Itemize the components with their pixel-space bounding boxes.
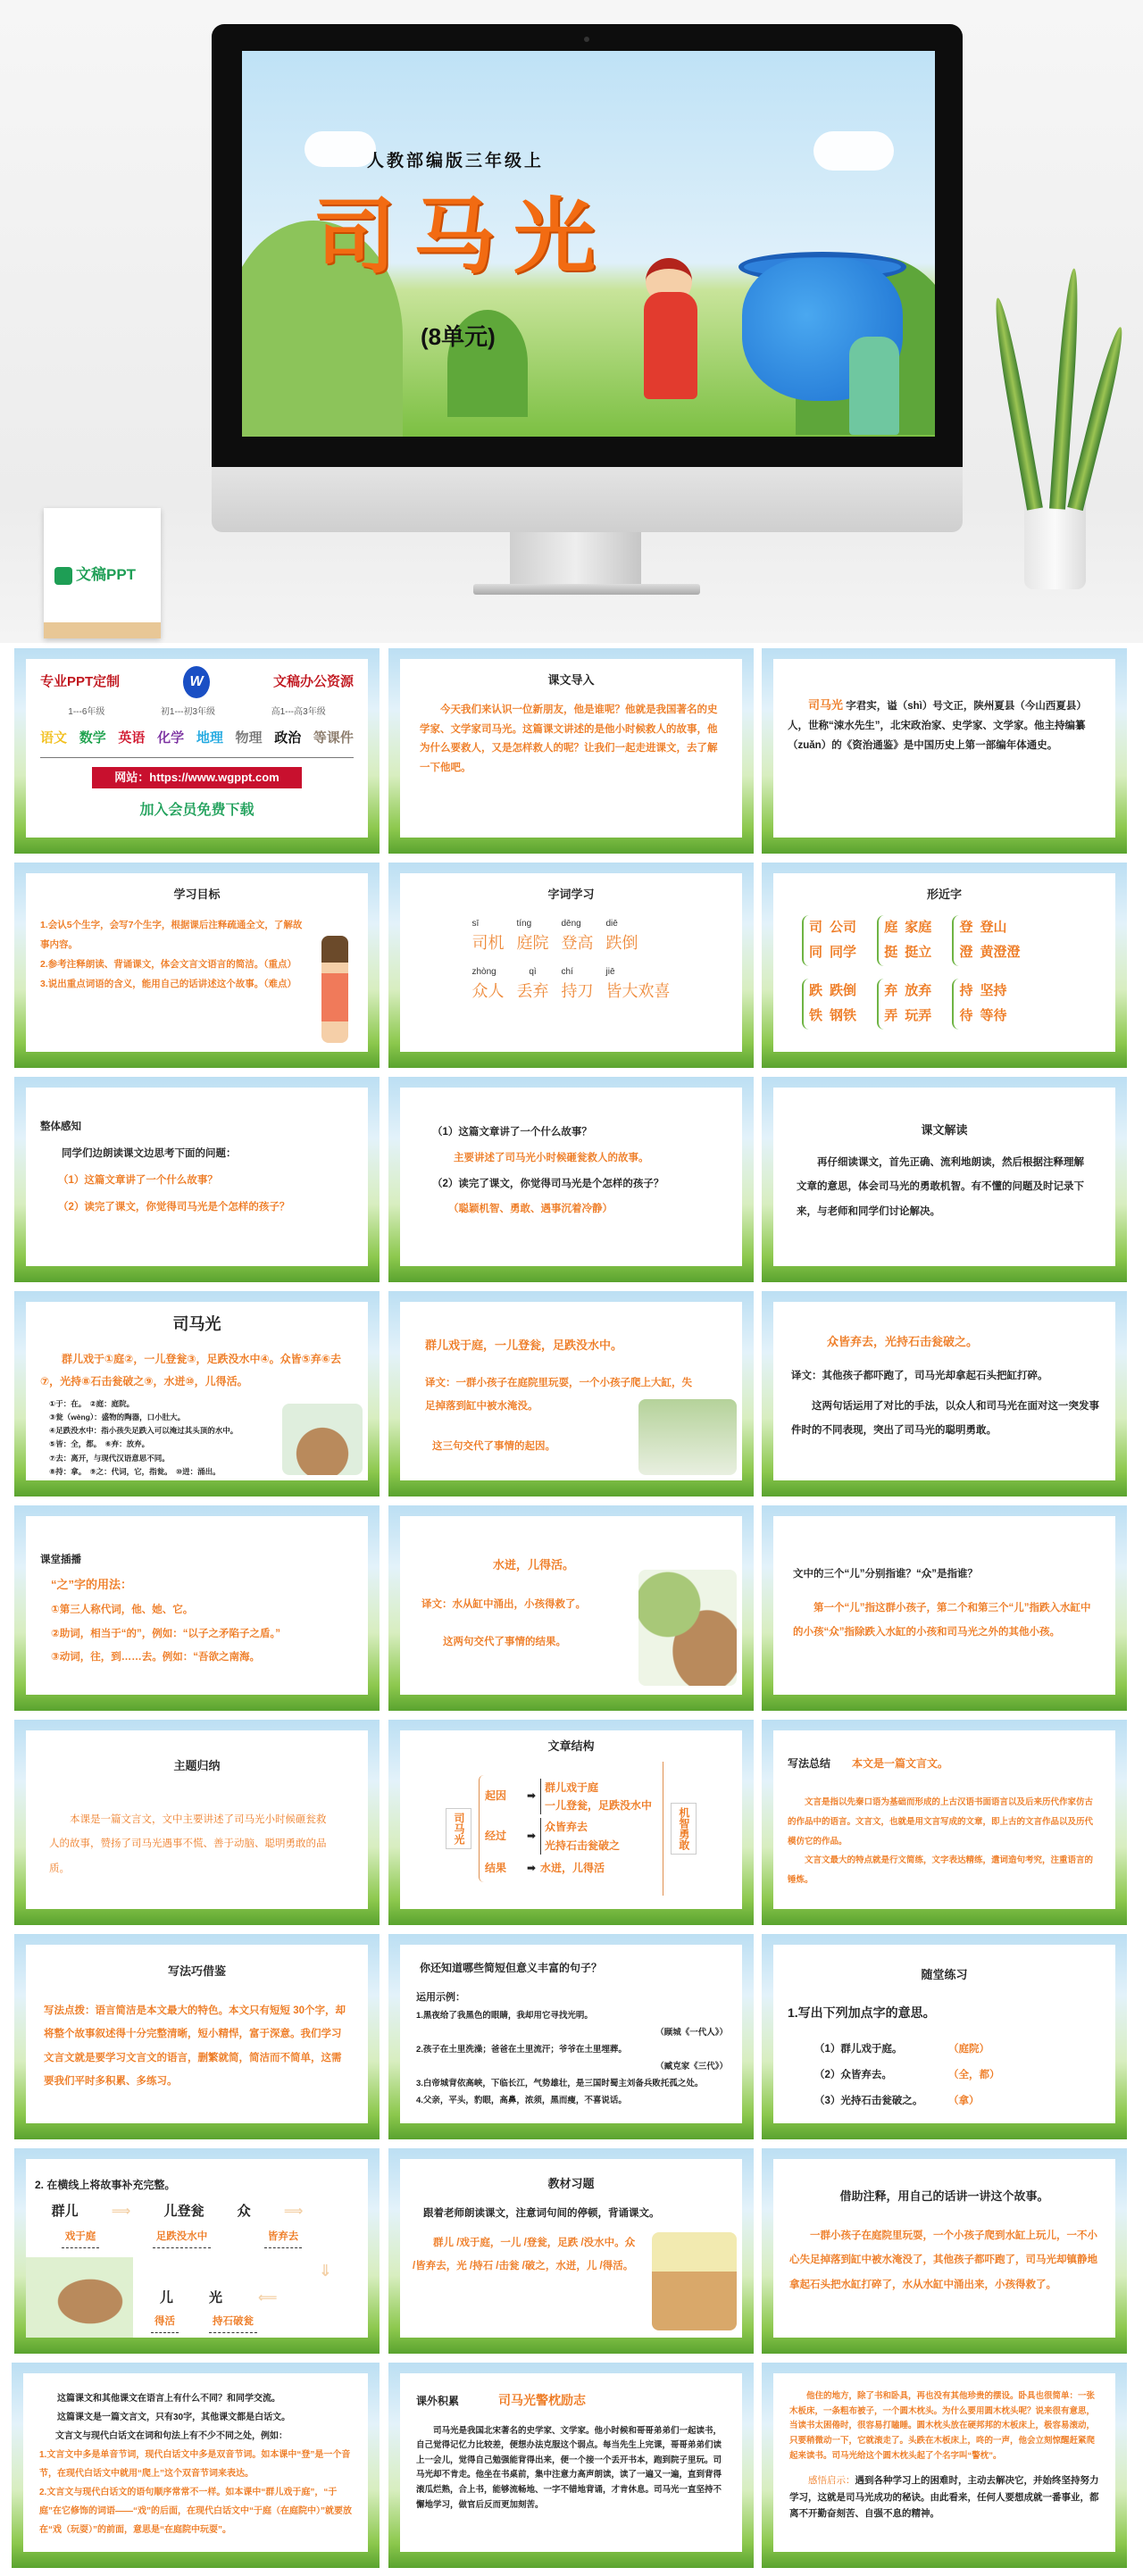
arrow-icon: ➡ — [526, 1862, 537, 1875]
cover-unit: (8单元) — [421, 323, 496, 350]
pinyin: jiē — [605, 966, 615, 977]
goal-item: 3.说出重点词语的含义，能用自己的话讲述这个故事。（难点） — [40, 978, 297, 989]
slide-title: 课文导入 — [547, 673, 595, 687]
slide-author[interactable] — [762, 648, 1127, 854]
slide-title: 借助注释，用自己的话讲一讲这个故事。 — [839, 2189, 1049, 2203]
wengao-logo: 文稿PPT — [54, 562, 136, 585]
word: 丢弃 — [516, 981, 549, 1000]
blank-answer[interactable]: 持石破瓮 — [209, 2313, 257, 2333]
question: （1）这篇文章讲了一个什么故事？ — [432, 1127, 592, 1138]
arrow-icon: ⟹ — [111, 2203, 131, 2219]
blank-answer[interactable]: 得活 — [151, 2313, 179, 2333]
monitor-chin — [212, 467, 963, 532]
exercise-answer: （庭院） — [948, 2044, 989, 2055]
vat-illustration — [282, 1404, 363, 1475]
slide-body: 字君实，谥（shì）号文正，陕州夏县（今山西夏县）人，世称“涑水先生”，北宋政治家、史学家、文学家。他主持编纂（zuǎn）的《资治通鉴》是中国历史上第一部编年体通史。 — [788, 701, 1087, 751]
slide-questions[interactable] — [388, 1077, 754, 1282]
cover-title: 司马光 — [313, 192, 614, 283]
pinyin: chí — [561, 966, 573, 977]
slide-title: 你还知道哪些简短但意义丰富的句子？ — [420, 1962, 603, 1974]
slide-zhi-usage[interactable] — [14, 1505, 380, 1711]
word: 持刀 — [561, 981, 594, 1000]
slide-title: 形近字 — [926, 888, 962, 901]
slide-title: 2. 在横线上将故事补充完整。 — [35, 2179, 176, 2191]
char-group: 持 坚持 待 等待 — [952, 979, 1014, 1030]
slide-er-question[interactable] — [762, 1505, 1127, 1711]
exercise-question: 1.写出下列加点字的意思。 — [788, 2005, 936, 2020]
slide-goals[interactable] — [14, 863, 380, 1068]
annotation: ④足跌没水中：指小孩失足跌入可以淹过其头顶的水中。 — [49, 1426, 238, 1436]
classical-line: 众皆弃去，光持石击瓮破之。 — [827, 1335, 979, 1348]
ad-left: 专业PPT定制 — [40, 673, 121, 689]
usage-item: ①第三人称代词，他、她、它。 — [51, 1605, 194, 1616]
char-group: 登 登山 澄 黄澄澄 — [952, 915, 1027, 966]
example: 4.父亲，平头，豹眼，高鼻，浓须，黑而瘦，不喜说话。 — [416, 2096, 627, 2105]
cloud-icon — [305, 131, 376, 167]
subject: 等课件 — [313, 730, 354, 746]
classical-line: 水迸，儿得活。 — [493, 1558, 575, 1571]
note: 这三句交代了事情的起因。 — [432, 1440, 555, 1452]
grade-label: 1---6年级 — [68, 707, 105, 717]
word: 登高 — [561, 933, 594, 952]
monitor-base — [473, 584, 700, 595]
stage-item: 群儿戏于庭 — [545, 1780, 599, 1794]
slide-title: 课文解读 — [921, 1123, 968, 1137]
classical-line: 群儿戏于庭，一儿登瓮，足跌没水中。 — [425, 1338, 623, 1352]
slide-title: 整体感知 — [40, 1121, 81, 1132]
blank-answer[interactable]: 足跌没水中 — [153, 2228, 212, 2248]
slide-textbook-exercise[interactable] — [388, 2148, 754, 2354]
subtitle: 运用示例： — [416, 1992, 465, 2003]
classical-text: 群儿戏于①庭②，一儿登瓮③，足跌没水中④。众皆⑤弃⑥去⑦，光持⑧石击瓮破之⑨，水迸⑩，儿得活。 — [40, 1353, 341, 1388]
arrow-icon: ➡ — [526, 1789, 537, 1803]
annotation: ⑤皆：全，都。 ⑥弃：放弃。 — [49, 1439, 150, 1449]
slide-title: 字词学习 — [547, 888, 595, 901]
website-link[interactable]: 网站：https://www.wgppt.com — [92, 767, 302, 789]
slide-theme[interactable] — [14, 1720, 380, 1925]
plant-pot — [1024, 500, 1086, 589]
stage-item: 众皆弃去 — [545, 1821, 588, 1834]
slide-title: 教材习题 — [547, 2177, 595, 2190]
story-node: 光 — [209, 2290, 223, 2305]
slide-similar-chars[interactable] — [762, 863, 1127, 1068]
note: 这两句交代了事情的结果。 — [443, 1637, 566, 1648]
arrow-icon: ➡ — [526, 1830, 537, 1843]
monitor — [212, 24, 963, 467]
answer: 文言文与现代白话文在词和句法上有不少不同之处，例如： — [55, 2431, 288, 2441]
slide-sentence-2[interactable] — [762, 1291, 1127, 1496]
slide-retell[interactable] — [762, 2148, 1127, 2354]
stage-item: 光持石击瓮破之 — [545, 1838, 621, 1852]
slide-body: 今天我们来认识一位新朋友，他是谁呢？他就是我国著名的史学家、文学家司马光。这篇课文讲述的是他小时候救人的故事，他为什么要救人，又是怎样救人的呢？让我们一起走进课文，去了解一下他吧。 — [420, 704, 718, 774]
word: 庭院 — [516, 933, 549, 952]
intro-text: 同学们边朗读课文边思考下面的问题： — [62, 1147, 237, 1159]
example: 3.白帝城背依高峡，下临长江，气势雄壮，是三国时蜀主刘备兵败托孤之处。 — [416, 2079, 704, 2088]
slide-title: 司马光 — [172, 1315, 221, 1333]
grade-label: 初1---初3年级 — [160, 707, 216, 717]
stage-label: 起因 — [484, 1789, 506, 1803]
question: （2）读完了课文，你觉得司马光是个怎样的孩子？ — [58, 1201, 290, 1213]
annotation: ③瓮（wèng）：盛物的陶器，口小肚大。 — [49, 1412, 186, 1421]
cover-subtitle: 人教部编版三年级上 — [367, 152, 545, 171]
usage-item: ②助词，相当于“的”，例如：“以子之矛陷子之盾。” — [51, 1628, 280, 1639]
word: 跌倒 — [605, 933, 638, 952]
usage-item: ③动词，往，到……去。例如：“吾欲之南海。 — [51, 1652, 260, 1663]
slide-title: 写法总结 — [788, 1757, 831, 1770]
vocab-grid — [414, 915, 728, 1012]
slide-extra-reading-2[interactable] — [762, 2363, 1127, 2568]
slide-overview[interactable] — [14, 1077, 380, 1282]
slide-practice[interactable] — [762, 1934, 1127, 2139]
highlight: 本文是一篇文言文。 — [852, 1757, 949, 1770]
answer: 这篇课文是一篇文言文，只有30字，其他课文都是白话文。 — [57, 2413, 291, 2422]
source: （臧克家《三代》） — [655, 2062, 728, 2072]
example: 2.文言文与现代白话文的语句顺序常常不一样。如本课中“群儿戏于庭”，“于庭”在它修饰的词语——“戏”的后面，在现代白话文中“于庭（在庭院中）”就要放在“戏（玩耍）”的前面，意思是“在庭院中玩耍”。 — [39, 2488, 352, 2535]
author-name: 司马光 — [808, 698, 844, 712]
annotation: ⑦去：离开，与现代汉语意思不同。 — [49, 1453, 170, 1463]
structure-diagram — [414, 1762, 728, 1896]
slide-ad[interactable] — [14, 648, 380, 854]
translation: 译文：其他孩子都吓跑了，司马光却拿起石头把缸打碎。 — [791, 1370, 1048, 1381]
word: 司机 — [471, 933, 505, 952]
blank-answer[interactable]: 戏于庭 — [62, 2228, 100, 2248]
slide-reading[interactable] — [762, 1077, 1127, 1282]
goal-item: 1.会认5个生字，会写7个生字，根据课后注释疏通全文，了解故事内容。 — [40, 919, 303, 950]
subject-list — [40, 726, 354, 758]
pinyin: tíng — [516, 918, 532, 929]
slide-text[interactable] — [14, 1291, 380, 1496]
camera-icon — [584, 37, 589, 42]
stage-item: 水迸，儿得活 — [540, 1862, 605, 1875]
answer: （聪颖机智、勇敢、遇事沉着冷静） — [448, 1204, 613, 1215]
question: （1）这篇文章讲了一个什么故事？ — [58, 1174, 218, 1186]
blank-answer[interactable]: 皆弃去 — [264, 2228, 303, 2248]
pinyin: sī — [471, 918, 480, 929]
insight-label: 感悟启示： — [808, 2475, 855, 2487]
exercise-answer: （拿） — [948, 2095, 980, 2106]
stage-label: 结果 — [484, 1862, 506, 1875]
example: 1.黑夜给了我黑色的眼睛，我却用它寻找光明。 — [416, 2011, 593, 2021]
slide-body: 一群小孩子在庭院里玩耍，一个小孩子爬到水缸上玩儿，一不小心失足掉落到缸中被水淹没了，其他孩子都吓跑了，司马光却镇静地拿起石头把水缸打碎了，水从水缸中涌出来，小孩得救了。 — [789, 2230, 1097, 2290]
annotation: ⑧持：拿。 ⑨之：代词，它，指瓮。 ⑩迸：涌出。 — [49, 1467, 221, 1477]
question: 文中的三个“儿”分别指谁？“众”是指谁？ — [793, 1569, 978, 1580]
monitor-stand — [510, 532, 641, 586]
exercise-item: （1）群儿戏于庭。 — [814, 2044, 903, 2055]
slide-title: 随堂练习 — [921, 1968, 968, 1981]
question: 这篇课文和其他课文在语言上有什么不同？和同学交流。 — [57, 2394, 280, 2404]
char-group: 庭 家庭 挺 挺立 — [877, 915, 939, 966]
study-illustration — [652, 2232, 737, 2330]
arrow-icon: ⟹ — [283, 2203, 304, 2219]
char-group: 跌 跌倒 铁 钢铁 — [802, 979, 864, 1030]
slide-body: 本课是一篇文言文，文中主要讲述了司马光小时候砸瓮救人的故事，赞扬了司马光遇事不慌、善于动脑、聪明勇敢的品质。 — [49, 1813, 327, 1874]
join-member-link[interactable]: 加入会员免费下载 — [139, 803, 254, 819]
slide-extra-reading[interactable] — [388, 2363, 754, 2568]
brand-logo-icon: W — [183, 666, 210, 698]
exercise-answer: （全，都） — [948, 2070, 1000, 2081]
slide-body: 司马光是我国北宋著名的史学家、文学家。他小时候和哥哥弟弟们一起读书，自己觉得记忆力比较差，便想办法克服这个弱点。每当先生上完课，哥哥弟弟们读上一会儿，觉得自己勉强能背得出来，便一个接一个丢开书本，跑到院子里玩。司马光却不肯走。他坐在书桌前，集中注意力高声朗读，读了一遍又一遍，直到背得滚瓜烂熟，合上书，能够流畅地、一字不错地背诵，才肯休息。司马光一直坚持不懈地学习，做官后反而更加刻苦。 — [416, 2425, 722, 2510]
instruction: 跟着老师朗读课文，注意词句间的停顿，背诵课文。 — [423, 2207, 660, 2219]
paragraph: 他住的地方，除了书和卧具，再也没有其他珍贵的摆设。卧具也很简单：一张木板床，一条粗布被子，一个圆木枕头。为什么要用圆木枕头呢？说来很有意思，当读书太困倦时，很容易打瞌睡。圆木枕头放在硬邦邦的木板床上，极容易滚动，只要稍微动一下，它就滚走了。头跌在木板床上，咚的一声，他会立刻惊醒赶紧爬起来读书。司马光给这个圆木枕头起了个名字叫“警枕”。 — [789, 2391, 1096, 2461]
vat-illustration — [26, 2257, 133, 2338]
char-group: 弃 放弃 弄 玩弄 — [877, 979, 939, 1030]
slide-intro[interactable] — [388, 648, 754, 854]
subject: 政治 — [274, 730, 302, 746]
desk-calendar — [44, 508, 161, 638]
slide-sentence-1[interactable] — [388, 1291, 754, 1496]
slide-title: 写法巧借鉴 — [167, 1964, 226, 1978]
scene-illustration — [638, 1399, 737, 1475]
cloud-icon — [813, 131, 894, 171]
subtitle: “之”字的用法： — [51, 1578, 133, 1592]
slide-fill-story[interactable] — [14, 2148, 380, 2354]
story-node: 儿 — [160, 2290, 174, 2305]
slide-writing-summary[interactable] — [762, 1720, 1127, 1925]
story-node: 群儿 — [51, 2203, 79, 2219]
sima-guang-figure — [644, 292, 697, 399]
goal-item: 2.参考注释朗读、背诵课文，体会文言文语言的简洁。（重点） — [40, 958, 297, 970]
child-figure — [849, 337, 899, 435]
slide-title: 文章结构 — [547, 1739, 595, 1753]
slide-sentence-3[interactable] — [388, 1505, 754, 1711]
answer: 主要讲述了司马光小时候砸瓮救人的故事。 — [454, 1152, 649, 1163]
slide-structure[interactable] — [388, 1720, 754, 1925]
slide-writing-tips[interactable] — [14, 1934, 380, 2139]
arrow-down-icon: ⇓ — [318, 2262, 332, 2280]
analysis: 这两句话运用了对比的手法，以众人和司马光在面对这一突发事件时的不同表现，突出了司马光的聪明勇敢。 — [791, 1401, 1099, 1436]
plant-leaf — [1067, 325, 1128, 511]
pinyin: zhòng — [471, 966, 496, 977]
stage-item: 一儿登瓮，足跌没水中 — [545, 1798, 653, 1812]
ad-right: 文稿办公资源 — [272, 673, 354, 689]
subject: 物理 — [235, 730, 263, 746]
story-node: 众 — [237, 2203, 251, 2219]
story-node: 儿登瓮 — [163, 2203, 204, 2219]
slide-language-compare[interactable] — [12, 2363, 380, 2568]
slide-vocab[interactable] — [388, 863, 754, 1068]
subject: 地理 — [196, 730, 223, 746]
subject: 数学 — [79, 730, 106, 746]
word: 皆大欢喜 — [605, 981, 671, 1000]
question: （2）读完了课文，你觉得司马光是个怎样的孩子？ — [432, 1178, 664, 1189]
translation: 译文：一群小孩子在庭院里玩耍，一个小孩子爬上大缸，失足掉落到缸中被水淹没。 — [425, 1377, 692, 1413]
pinyin: diē — [605, 918, 618, 929]
plant-leaf — [989, 296, 1042, 510]
girl-illustration — [321, 936, 348, 1043]
exercise-item: （2）众皆弃去。 — [814, 2070, 892, 2081]
grade-label: 高1---高3年级 — [271, 707, 326, 717]
pinyin: qì — [529, 966, 537, 977]
paragraph: 文言是指以先秦口语为基础而形成的上古汉语书面语言以及后来历代作家仿古的作品中的语言。文言文，也就是用文言写成的文章，即上古的文言作品以及历代模仿它的作品。 — [788, 1797, 1094, 1847]
slide-body: 再仔细读课文，首先正确、流利地朗读，然后根据注释理解文章的意思，体会司马光的勇敢机智。有不懂的问题及时记录下来，与老师和同学们讨论解决。 — [797, 1156, 1084, 1217]
slide-title: 司马光警枕励志 — [498, 2393, 587, 2407]
annotation: ①于：在。 ②庭：庭院。 — [49, 1398, 135, 1408]
slide-title: 课堂插播 — [40, 1555, 81, 1565]
tree-vat-illustration — [638, 1570, 737, 1686]
insight-text: 遇到各种学习上的困难时，主动去解决它，并始终坚持努力学习，这就是司马光成功的秘诀。由此看来，任何人要想成就一番事业，都离不开勤奋刻苦、自强不息的精神。 — [789, 2475, 1099, 2519]
slide-body: 写法点拨：语言简洁是本文最大的特色。本文只有短短 30个字，却将整个故事叙述得十分完整清晰，短小精悍，富于深意。我们学习文言文就是要学习文言文的语言，删繁就简，简洁而不简单，这需要我们平时多积累、多练习。 — [44, 2005, 346, 2087]
example: 2.孩子在土里洗澡；爸爸在土里流汗；爷爷在土里埋葬。 — [416, 2045, 627, 2055]
arrow-left-icon: ⟸ — [258, 2290, 278, 2305]
char-group: 司 公司 同 同学 — [802, 915, 864, 966]
cover-slide[interactable] — [242, 51, 935, 437]
source: （顾城《一代人》） — [655, 2028, 728, 2038]
word: 众人 — [471, 981, 505, 1000]
translation: 译文：水从缸中涌出，小孩得救了。 — [421, 1598, 586, 1610]
slide-sentences[interactable] — [388, 1934, 754, 2139]
answer: 第一个“儿”指这群小孩子，第二个和第三个“儿”指跌入水缸中的小孩“众”指除跌入水缸的小孩和司马光之外的其他小孩。 — [793, 1602, 1091, 1638]
paragraph: 文言文最大的特点就是行文简练，文字表达精练，遣词造句考究，注重语言的锤炼。 — [788, 1855, 1094, 1886]
section-label: 课外积累 — [416, 2395, 460, 2407]
subject: 化学 — [157, 730, 185, 746]
exercise-item: （3）光持石击瓮破之。 — [814, 2095, 923, 2106]
subject: 英语 — [118, 730, 146, 746]
subject: 语文 — [40, 730, 68, 746]
slide-title: 主题归纳 — [173, 1759, 221, 1772]
summary-node: 机智勇敢 — [671, 1803, 697, 1855]
hero-mockup — [0, 0, 1143, 643]
pinyin: dēng — [561, 918, 581, 929]
stage-label: 经过 — [484, 1830, 506, 1843]
example: 1.文言文中多是单音节词，现代白话文中多是双音节词。如本课中“登”是一个音节，在现代白话文中就用“爬上”这个双音节词来表达。 — [39, 2450, 351, 2479]
slide-body: 群儿 /戏于庭，一儿 /登瓮，足跌 /没水中。众 /皆弃去，光 /持石 /击瓮 /破之，水迸，儿 /得活。 — [413, 2237, 636, 2272]
slide-title: 学习目标 — [173, 888, 221, 901]
root-node: 司马光 — [446, 1808, 471, 1849]
